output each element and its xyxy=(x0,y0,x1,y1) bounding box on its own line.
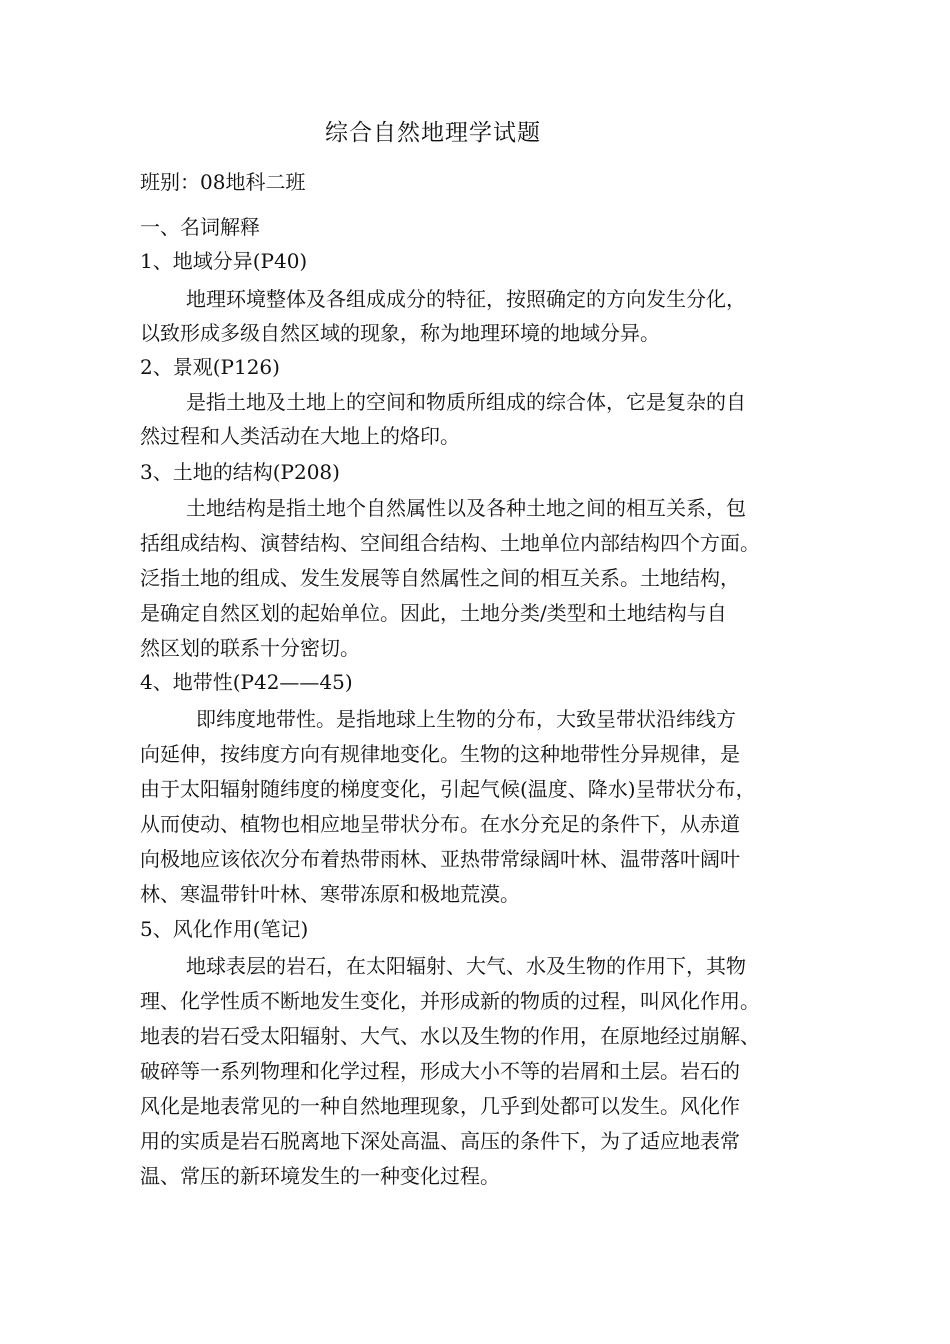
term-heading: 4、地带性(P42——45) xyxy=(140,670,353,694)
term-text-line: 地表的岩石受太阳辐射、大气、水以及生物的作用，在原地经过崩解、 xyxy=(140,1024,760,1048)
term-text-line: 土地结构是指土地个自然属性以及各种土地之间的相互关系，包 xyxy=(186,496,746,520)
term-text-line: 用的实质是岩石脱离地下深处高温、高压的条件下，为了适应地表常 xyxy=(140,1129,740,1153)
term-heading: 1、地域分异(P40) xyxy=(140,249,308,273)
section-heading: 一、名词解释 xyxy=(140,215,260,239)
term-heading: 5、风化作用(笔记) xyxy=(140,917,309,941)
term-text-line: 是确定自然区划的起始单位。因此，土地分类/类型和土地结构与自 xyxy=(140,601,727,625)
document-title: 综合自然地理学试题 xyxy=(325,120,541,146)
term-text-line: 破碎等一系列物理和化学过程，形成大小不等的岩屑和土层。岩石的 xyxy=(140,1059,740,1083)
term-text-line: 向极地应该依次分布着热带雨林、亚热带常绿阔叶林、温带落叶阔叶 xyxy=(140,847,740,871)
term-text-line: 由于太阳辐射随纬度的梯度变化，引起气候(温度、降水)呈带状分布， xyxy=(140,777,756,801)
term-text-line: 然区划的联系十分密切。 xyxy=(140,636,360,660)
class-info: 班别：08地科二班 xyxy=(140,170,306,194)
term-text-line: 泛指土地的组成、发生发展等自然属性之间的相互关系。土地结构， xyxy=(140,566,740,590)
term-text-line: 地球表层的岩石，在太阳辐射、大气、水及生物的作用下，其物 xyxy=(186,954,746,978)
term-heading: 2、景观(P126) xyxy=(140,355,280,379)
term-text-line: 括组成结构、演替结构、空间组合结构、土地单位内部结构四个方面。 xyxy=(140,531,760,555)
term-text-line: 是指土地及土地上的空间和物质所组成的综合体，它是复杂的自 xyxy=(186,390,746,414)
term-text-line: 理、化学性质不断地发生变化，并形成新的物质的过程，叫风化作用。 xyxy=(140,989,760,1013)
term-text-line: 向延伸，按纬度方向有规律地变化。生物的这种地带性分异规律，是 xyxy=(140,742,740,766)
term-text-line: 然过程和人类活动在大地上的烙印。 xyxy=(140,424,460,448)
term-text-line: 风化是地表常见的一种自然地理现象，几乎到处都可以发生。风化作 xyxy=(140,1094,740,1118)
term-text-line: 林、寒温带针叶林、寒带冻原和极地荒漠。 xyxy=(140,882,520,906)
term-text-line: 从而使动、植物也相应地呈带状分布。在水分充足的条件下，从赤道 xyxy=(140,812,740,836)
term-text-line: 即纬度地带性。是指地球上生物的分布，大致呈带状沿纬线方 xyxy=(196,707,736,731)
term-text-line: 温、常压的新环境发生的一种变化过程。 xyxy=(140,1164,500,1188)
term-text-line: 以致形成多级自然区域的现象，称为地理环境的地域分异。 xyxy=(140,321,660,345)
term-heading: 3、土地的结构(P208) xyxy=(140,460,340,484)
term-text-line: 地理环境整体及各组成成分的特征，按照确定的方向发生分化， xyxy=(186,287,746,311)
